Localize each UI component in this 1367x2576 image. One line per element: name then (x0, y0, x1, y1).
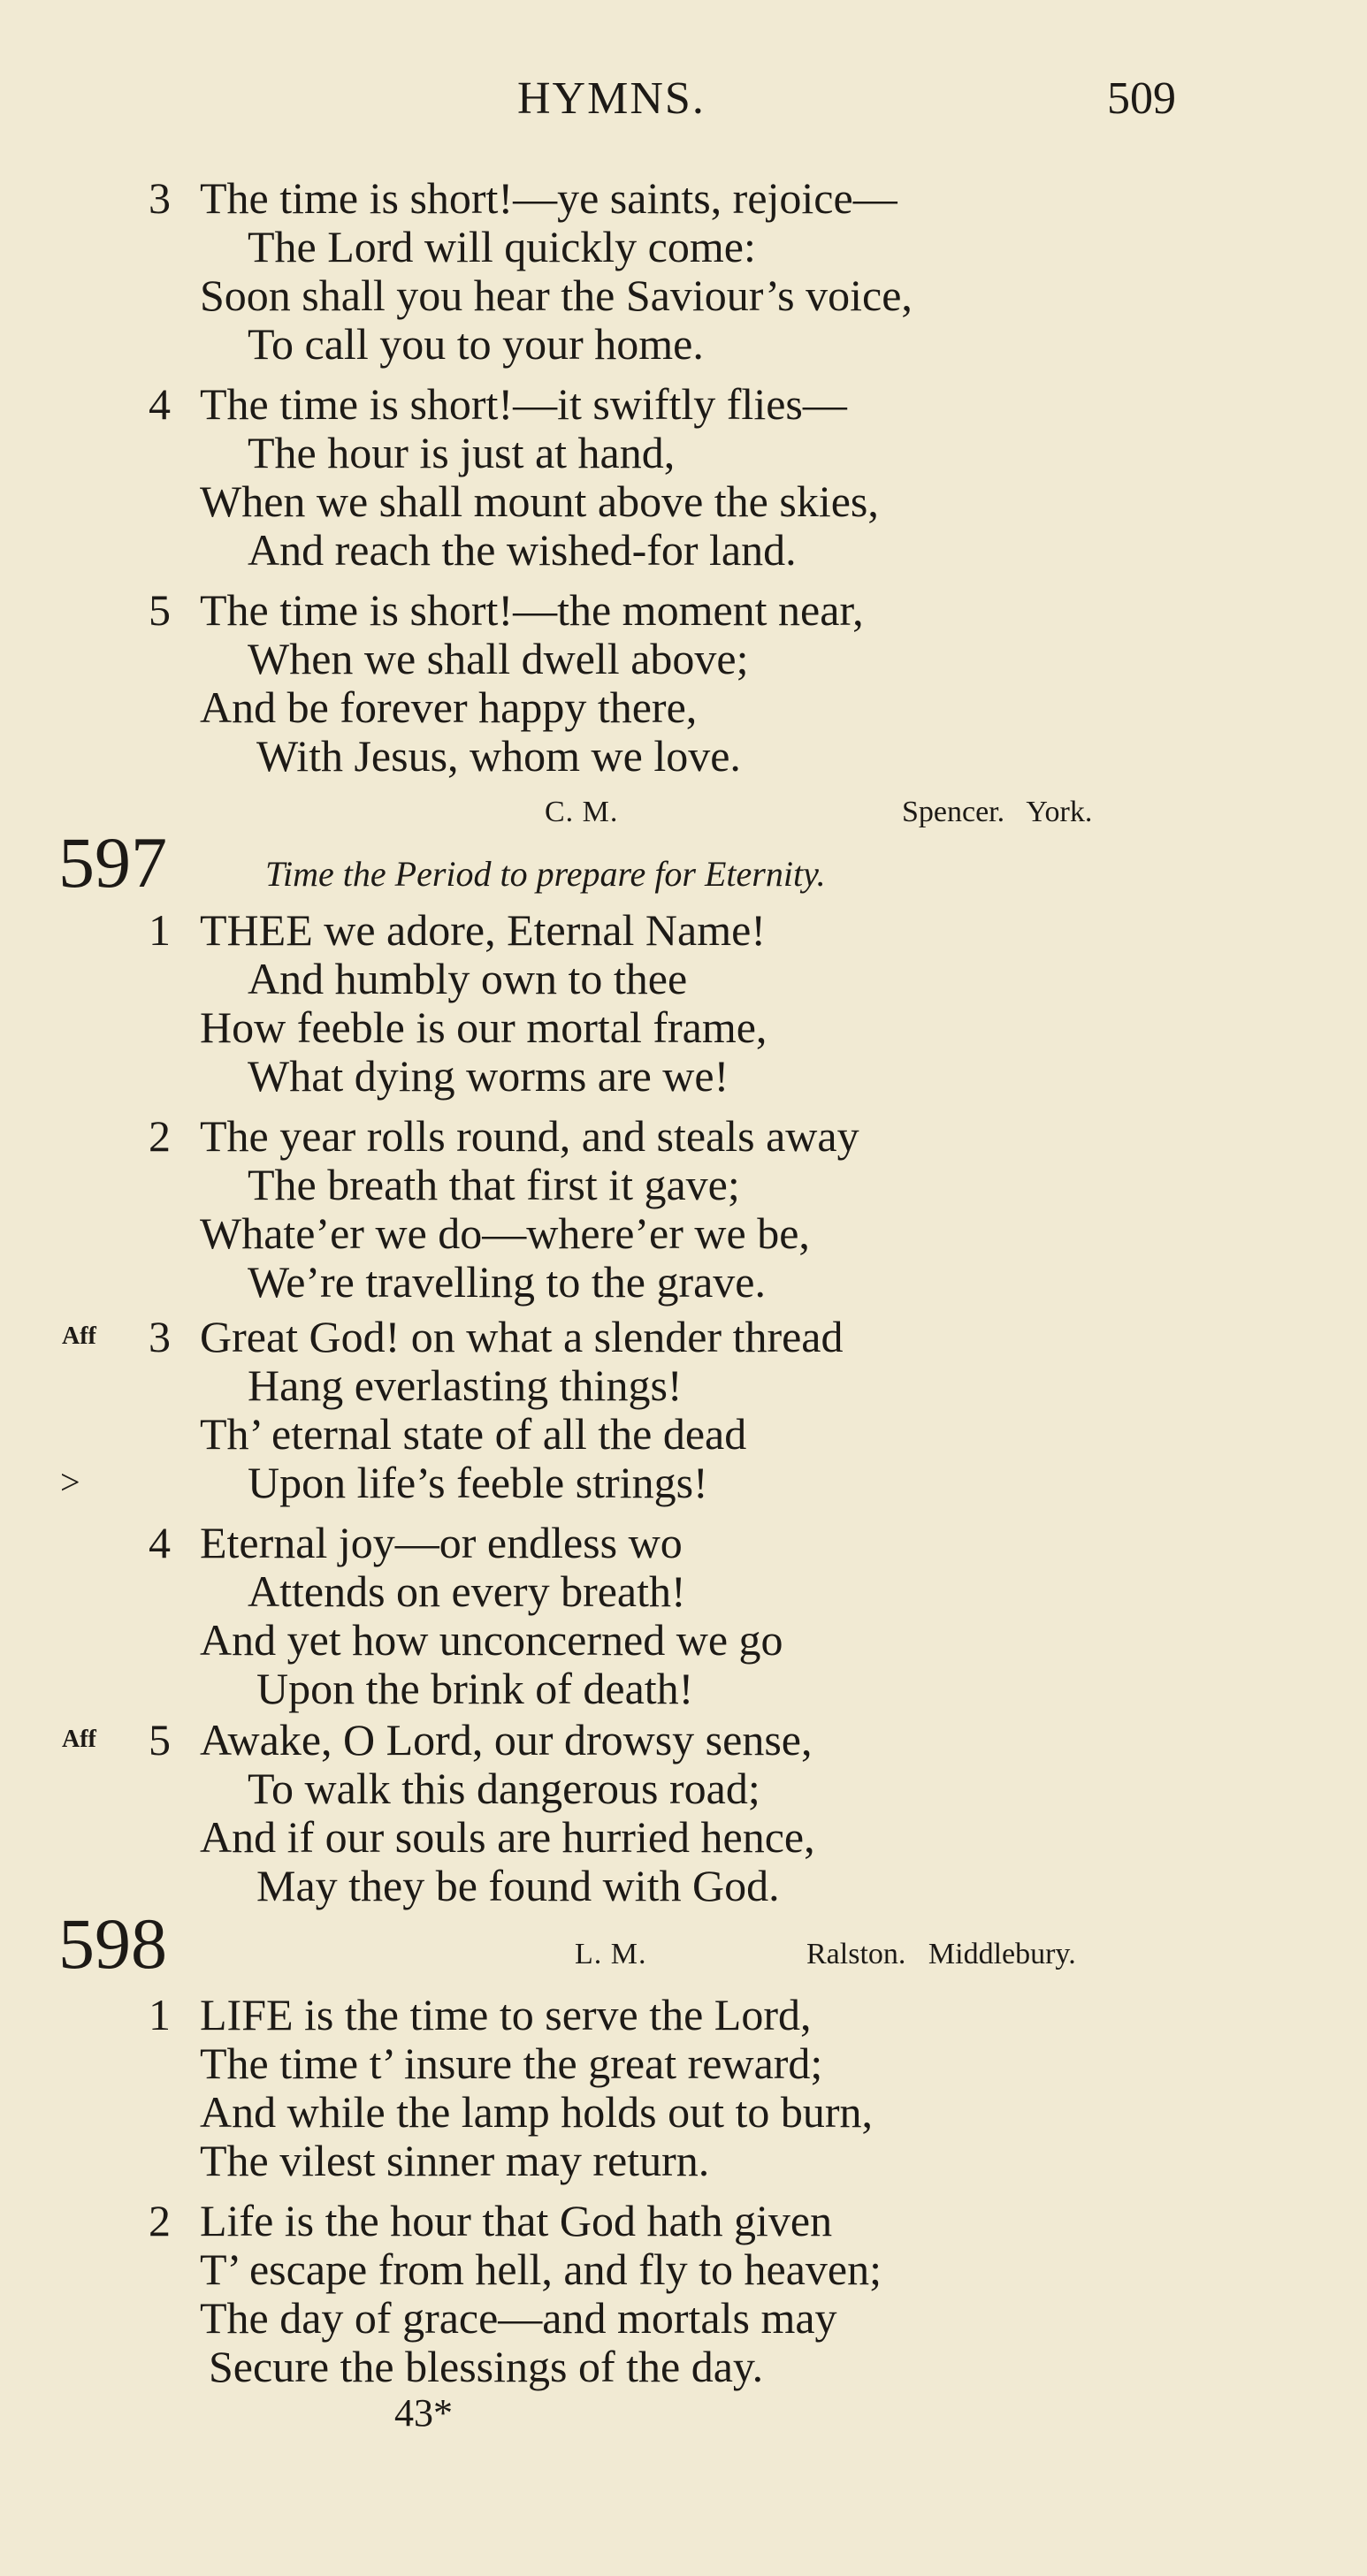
signature-mark: 43* (394, 2391, 453, 2435)
verse-line: When we shall mount above the skies, (200, 476, 879, 526)
verse-line: And while the lamp holds out to burn, (200, 2087, 874, 2137)
verse-line: THEE we adore, Eternal Name! (200, 905, 766, 955)
stanza-number: 5 (149, 1715, 171, 1764)
verse-line: We’re travelling to the grave. (248, 1257, 766, 1307)
stanza-number: 4 (149, 1518, 171, 1567)
stanza-number: 5 (149, 585, 171, 635)
hymn-title: Time the Period to prepare for Eternity. (265, 854, 826, 894)
hymn-meter: L. M. (575, 1938, 647, 1970)
verse-line: The time is short!—the moment near, (200, 585, 864, 635)
stanza-number: 1 (149, 1990, 171, 2039)
verse-line: And if our souls are hurried hence, (200, 1812, 815, 1862)
crescendo-mark: > (60, 1462, 80, 1502)
verse-line: The time is short!—it swiftly flies— (200, 379, 847, 429)
verse-line: To walk this dangerous road; (248, 1764, 760, 1813)
hymn-meter: C. M. (545, 796, 619, 828)
verse-line: The day of grace—and mortals may (200, 2293, 837, 2343)
verse-line: Eternal joy—or endless wo (200, 1518, 683, 1567)
stanza-number: 3 (149, 1312, 171, 1361)
hymn-number: 597 (58, 822, 167, 903)
page-number: 509 (1107, 73, 1176, 124)
verse-line: The year rolls round, and steals away (200, 1111, 859, 1161)
verse-line: Secure the blessings of the day. (209, 2342, 764, 2391)
hymn-tunes: Ralston. Middlebury. (806, 1938, 1076, 1970)
verse-line: To call you to your home. (248, 319, 704, 369)
verse-line: Hang everlasting things! (248, 1360, 683, 1410)
verse-line: T’ escape from hell, and fly to heaven; (200, 2244, 882, 2294)
verse-line: Whate’er we do—where’er we be, (200, 1208, 810, 1258)
verse-line: And be forever happy there, (200, 682, 698, 732)
hymn-number: 598 (58, 1903, 167, 1984)
verse-line: Upon the brink of death! (256, 1664, 694, 1713)
verse-line: Attends on every breath! (248, 1566, 686, 1616)
verse-line: May they be found with God. (256, 1861, 780, 1910)
verse-line: Th’ eternal state of all the dead (200, 1409, 747, 1459)
verse-line: Great God! on what a slender thread (200, 1312, 844, 1361)
verse-line: And yet how unconcerned we go (200, 1615, 783, 1665)
verse-line: The breath that first it gave; (248, 1160, 740, 1209)
verse-line: Awake, O Lord, our drowsy sense, (200, 1715, 813, 1764)
verse-line: With Jesus, whom we love. (256, 731, 741, 781)
verse-line: Upon life’s feeble strings! (248, 1458, 708, 1507)
hymn-tunes: Spencer. York. (902, 796, 1093, 828)
performance-mark: Aff (62, 1322, 96, 1350)
verse-line: What dying worms are we! (248, 1051, 729, 1101)
verse-line: And humbly own to thee (248, 954, 688, 1003)
stanza-number: 4 (149, 379, 171, 429)
running-head: HYMNS. (517, 73, 706, 124)
verse-line: The hour is just at hand, (248, 428, 676, 477)
stanza-number: 2 (149, 1111, 171, 1161)
verse-line: The time t’ insure the great reward; (200, 2039, 823, 2088)
stanza-number: 2 (149, 2196, 171, 2245)
stanza-number: 1 (149, 905, 171, 955)
verse-line: LIFE is the time to serve the Lord, (200, 1990, 812, 2039)
stanza-number: 3 (149, 173, 171, 223)
verse-line: How feeble is our mortal frame, (200, 1002, 768, 1052)
performance-mark: Aff (62, 1726, 96, 1753)
verse-line: Soon shall you hear the Saviour’s voice, (200, 271, 913, 320)
verse-line: The Lord will quickly come: (248, 222, 756, 271)
verse-line: And reach the wished-for land. (248, 525, 797, 575)
verse-line: The time is short!—ye saints, rejoice— (200, 173, 897, 223)
verse-line: The vilest sinner may return. (200, 2136, 710, 2185)
verse-line: Life is the hour that God hath given (200, 2196, 833, 2245)
verse-line: When we shall dwell above; (248, 634, 749, 683)
